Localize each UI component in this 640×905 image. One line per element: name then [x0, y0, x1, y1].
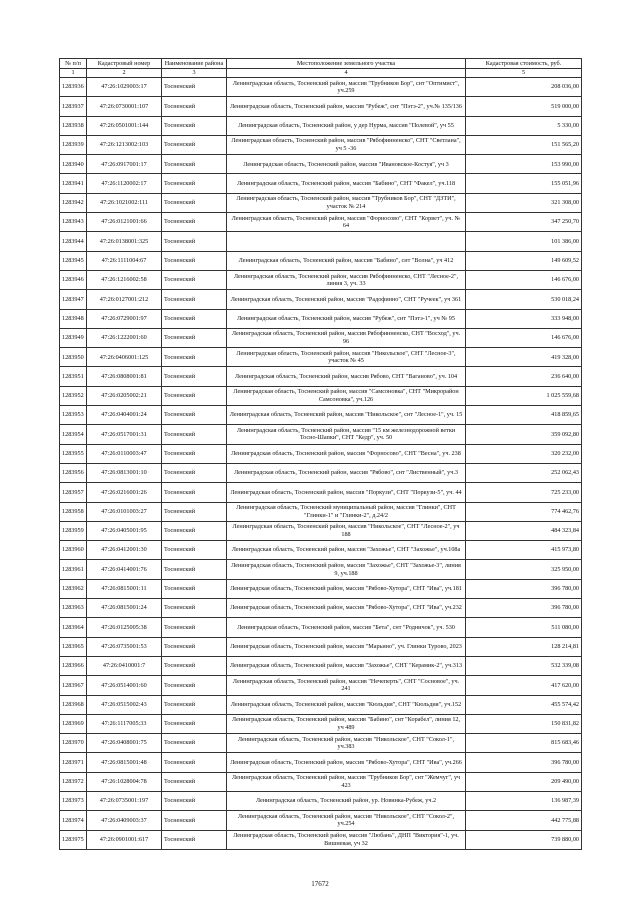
- cadastral-number-cell: 47:26:0121001:66: [87, 213, 162, 232]
- district-cell: Тосненский: [162, 753, 227, 772]
- row-number-cell: 1283960: [60, 541, 87, 560]
- location-cell: [227, 232, 466, 251]
- district-cell: Тосненский: [162, 367, 227, 386]
- cadastral-number-cell: 47:26:0412001:30: [87, 541, 162, 560]
- cadastral-number-cell: 47:26:0414001:76: [87, 560, 162, 579]
- cadastral-value-cell: 209 490,00: [466, 772, 582, 791]
- district-cell: Тосненский: [162, 483, 227, 502]
- row-number-cell: 1283951: [60, 367, 87, 386]
- column-number-row: [60, 69, 582, 78]
- table-row: [60, 502, 582, 521]
- location-cell: Ленинградская область, Тосненский район, массив "Трубников Бор", СНТ "ДЗТИ", участок № 214: [227, 193, 466, 212]
- cadastral-number-cell: 47:26:0815001:48: [87, 753, 162, 772]
- table-row: [60, 579, 582, 598]
- cadastral-value-cell: 101 386,00: [466, 232, 582, 251]
- table-row: [60, 367, 582, 386]
- location-cell: Ленинградская область, Тосненский район, массив "Захожье", СНТ "Захожье-3", линия 9, уч.188: [227, 560, 466, 579]
- cadastral-value-cell: 146 676,00: [466, 328, 582, 347]
- location-cell: Ленинградская область, Тосненский район, массив "Никольское", СНТ "Сокол-1", уч.383: [227, 734, 466, 753]
- row-number-cell: 1283971: [60, 753, 87, 772]
- district-cell: Тосненский: [162, 811, 227, 830]
- district-cell: Тосненский: [162, 155, 227, 174]
- cadastral-number-cell: 47:26:1028004:78: [87, 772, 162, 791]
- district-cell: Тосненский: [162, 174, 227, 193]
- district-cell: Тосненский: [162, 78, 227, 97]
- cadastral-value-cell: 333 948,00: [466, 309, 582, 328]
- cadastral-number-cell: 47:26:1111004:67: [87, 251, 162, 270]
- row-number-cell: 1283954: [60, 425, 87, 444]
- location-cell: Ленинградская область, Тосненский район, массив "Бета", снт "Родничок", уч. 530: [227, 618, 466, 637]
- location-cell: Ленинградская область, Тосненский район, массив "Рубеж", снт "Пэтэ-1", уч № 95: [227, 309, 466, 328]
- row-number-cell: 1283962: [60, 579, 87, 598]
- row-number-cell: 1283966: [60, 656, 87, 675]
- district-cell: Тосненский: [162, 791, 227, 810]
- row-number-cell: 1283943: [60, 213, 87, 232]
- cadastral-value-cell: 320 232,00: [466, 444, 582, 463]
- cadastral-value-cell: 347 250,70: [466, 213, 582, 232]
- district-cell: Тосненский: [162, 637, 227, 656]
- location-cell: Ленинградская область, Тосненский район, массив "Форносово", СНТ "Корвет", уч. № 64: [227, 213, 466, 232]
- cadastral-number-cell: 47:26:1029003:17: [87, 78, 162, 97]
- cadastral-number-cell: 47:26:0517001:31: [87, 425, 162, 444]
- cadastral-value-cell: 321 308,00: [466, 193, 582, 212]
- header-district-name: Наименование района: [162, 59, 227, 69]
- district-cell: Тосненский: [162, 328, 227, 347]
- cadastral-value-cell: 442 775,88: [466, 811, 582, 830]
- row-number-cell: 1283956: [60, 463, 87, 482]
- district-cell: Тосненский: [162, 135, 227, 154]
- location-cell: Ленинградская область, Тосненский район, ур. Новинка-Рубеж, уч.2: [227, 791, 466, 810]
- table-row: [60, 772, 582, 791]
- row-number-cell: 1283950: [60, 348, 87, 367]
- cadastral-number-cell: 47:26:0735001:53: [87, 637, 162, 656]
- table-row: [60, 155, 582, 174]
- cadastral-number-cell: 47:26:0216001:26: [87, 483, 162, 502]
- district-cell: Тосненский: [162, 676, 227, 695]
- table-row: [60, 541, 582, 560]
- row-number-cell: 1283970: [60, 734, 87, 753]
- cadastral-number-cell: 47:26:0409003:37: [87, 811, 162, 830]
- district-cell: Тосненский: [162, 734, 227, 753]
- cadastral-value-cell: 415 973,80: [466, 541, 582, 560]
- cadastral-number-cell: 47:26:0125005:38: [87, 618, 162, 637]
- district-cell: Тосненский: [162, 463, 227, 482]
- table-row: [60, 753, 582, 772]
- cadastral-value-cell: 519 000,00: [466, 97, 582, 116]
- row-number-cell: 1283958: [60, 502, 87, 521]
- location-cell: Ленинградская область, Тосненский район, массив "Рубеж", снт "Пэтэ-2", уч.№ 135/136: [227, 97, 466, 116]
- district-cell: Тосненский: [162, 425, 227, 444]
- row-number-cell: 1283965: [60, 637, 87, 656]
- cadastral-value-cell: 325 950,00: [466, 560, 582, 579]
- district-cell: Тосненский: [162, 541, 227, 560]
- cadastral-number-cell: 47:26:1216002:58: [87, 270, 162, 289]
- cadastral-number-cell: 47:26:1222001:60: [87, 328, 162, 347]
- district-cell: Тосненский: [162, 618, 227, 637]
- row-number-cell: 1283968: [60, 695, 87, 714]
- row-number-cell: 1283940: [60, 155, 87, 174]
- table-row: [60, 714, 582, 733]
- location-cell: Ленинградская область, Тосненский район, массив "Ивановское-Костуя", уч 3: [227, 155, 466, 174]
- table-row: [60, 599, 582, 618]
- location-cell: Ленинградская область, Тосненский район, массив "Форносово", СНТ "Весна", уч. 238: [227, 444, 466, 463]
- location-cell: Ленинградская область, Тосненский район, массив "Любань", ДНП "Виктория"-1, уч. Вишневая, уч 32: [227, 830, 466, 849]
- location-cell: Ленинградская область, Тосненский район, массив "Рябово-Хутора", СНТ "Ива", уч.266: [227, 753, 466, 772]
- location-cell: Ленинградская область, Тосненский район, у дер Нурма, массив "Полевой", уч 55: [227, 116, 466, 135]
- row-number-cell: 1283947: [60, 290, 87, 309]
- cadastral-number-cell: 47:26:0408001:75: [87, 734, 162, 753]
- cadastral-number-cell: 47:26:0410001:7: [87, 656, 162, 675]
- table-row: [60, 406, 582, 425]
- row-number-cell: 1283964: [60, 618, 87, 637]
- header-location: Местоположение земельного участка: [227, 59, 466, 69]
- cadastral-number-cell: 47:26:0127001:212: [87, 290, 162, 309]
- district-cell: Тосненский: [162, 290, 227, 309]
- row-number-cell: 1283961: [60, 560, 87, 579]
- cadastral-number-cell: 47:26:0735001:197: [87, 791, 162, 810]
- location-cell: Ленинградская область, Тосненский район, массив "Самсоновка", СНТ "Микрорайон Самсоновка", уч.126: [227, 386, 466, 405]
- row-number-cell: 1283953: [60, 406, 87, 425]
- district-cell: Тосненский: [162, 251, 227, 270]
- cadastral-value-cell: 511 080,00: [466, 618, 582, 637]
- table-row: [60, 656, 582, 675]
- cadastral-number-cell: 47:26:0515002:43: [87, 695, 162, 714]
- table-row: [60, 444, 582, 463]
- cadastral-number-cell: 47:26:0110003:47: [87, 444, 162, 463]
- district-cell: Тосненский: [162, 386, 227, 405]
- cadastral-value-table: [59, 58, 582, 850]
- column-number: 1: [60, 69, 87, 78]
- table-row: [60, 521, 582, 540]
- row-number-cell: 1283972: [60, 772, 87, 791]
- location-cell: Ленинградская область, Тосненский район, массив "Рябово-Хутора", СНТ "Ива", уч.232: [227, 599, 466, 618]
- cadastral-value-cell: 396 780,00: [466, 579, 582, 598]
- table-row: [60, 251, 582, 270]
- district-cell: Тосненский: [162, 656, 227, 675]
- cadastral-number-cell: 47:26:0917001:17: [87, 155, 162, 174]
- header-cadastral-value: Кадастровая стоимость, руб.: [466, 59, 582, 69]
- table-row: [60, 637, 582, 656]
- cadastral-value-cell: 484 323,84: [466, 521, 582, 540]
- page-number: 17672: [311, 880, 329, 888]
- location-cell: Ленинградская область, Тосненский район, массив "Радофинно", СНТ "Ручеек", уч 361: [227, 290, 466, 309]
- cadastral-value-cell: 153 990,00: [466, 155, 582, 174]
- table-row: [60, 174, 582, 193]
- row-number-cell: 1283937: [60, 97, 87, 116]
- table-row: [60, 483, 582, 502]
- table-row: [60, 830, 582, 849]
- row-number-cell: 1283945: [60, 251, 87, 270]
- column-number: 3: [162, 69, 227, 78]
- district-cell: Тосненский: [162, 232, 227, 251]
- cadastral-number-cell: 47:26:1213002:103: [87, 135, 162, 154]
- district-cell: Тосненский: [162, 695, 227, 714]
- table-row: [60, 695, 582, 714]
- district-cell: Тосненский: [162, 714, 227, 733]
- cadastral-value-cell: 136 987,39: [466, 791, 582, 810]
- row-number-cell: 1283939: [60, 135, 87, 154]
- location-cell: Ленинградская область, Тосненский район, массив "Рябофинненско", СНТ "Светлана", уч 5 -36: [227, 135, 466, 154]
- cadastral-number-cell: 47:26:0729001:97: [87, 309, 162, 328]
- location-cell: Ленинградская область, Тосненский район, массив "Трубников Бор", снт "Оптимист", уч.259: [227, 78, 466, 97]
- row-number-cell: 1283938: [60, 116, 87, 135]
- table-row: [60, 232, 582, 251]
- row-number-cell: 1283969: [60, 714, 87, 733]
- district-cell: Тосненский: [162, 772, 227, 791]
- location-cell: Ленинградская область, Тосненский район, массив "Кюльдия", СНТ "Кюльдия", уч.152: [227, 695, 466, 714]
- table-row: [60, 270, 582, 289]
- table-row: [60, 791, 582, 810]
- row-number-cell: 1283955: [60, 444, 87, 463]
- table-row: [60, 386, 582, 405]
- table-body: [60, 78, 582, 850]
- district-cell: Тосненский: [162, 830, 227, 849]
- district-cell: Тосненский: [162, 348, 227, 367]
- location-cell: Ленинградская область, Тосненский район, массив "15 км железнодорожной ветки Тосно-Шапки", СНТ "Кедр", уч. 50: [227, 425, 466, 444]
- column-number: 4: [227, 69, 466, 78]
- location-cell: Ленинградская область, Тосненский район, массив "Бабино", СНТ "Факел", уч.118: [227, 174, 466, 193]
- cadastral-value-cell: 150 831,82: [466, 714, 582, 733]
- cadastral-value-cell: 359 092,80: [466, 425, 582, 444]
- location-cell: Ленинградская область, Тосненский район, массив "Нечеперть", СНТ "Сосновое", уч. 241: [227, 676, 466, 695]
- cadastral-value-cell: 151 565,20: [466, 135, 582, 154]
- location-cell: Ленинградская область, Тосненский район, массив "Бабино", снт "Корабел", линия 12, уч 489: [227, 714, 466, 733]
- row-number-cell: 1283975: [60, 830, 87, 849]
- cadastral-value-cell: 530 018,24: [466, 290, 582, 309]
- cadastral-number-cell: 47:26:1021002:111: [87, 193, 162, 212]
- district-cell: Тосненский: [162, 270, 227, 289]
- district-cell: Тосненский: [162, 97, 227, 116]
- cadastral-number-cell: 47:26:0501001:144: [87, 116, 162, 135]
- row-number-cell: 1283941: [60, 174, 87, 193]
- cadastral-value-cell: 417 620,00: [466, 676, 582, 695]
- table-row: [60, 618, 582, 637]
- cadastral-number-cell: 47:26:0205002:21: [87, 386, 162, 405]
- cadastral-number-cell: 47:26:0730001:107: [87, 97, 162, 116]
- district-cell: Тосненский: [162, 579, 227, 598]
- location-cell: Ленинградская область, Тосненский район, массив "Никольское", снт "Лесное-1", уч. 15: [227, 406, 466, 425]
- cadastral-value-cell: 774 462,76: [466, 502, 582, 521]
- district-cell: Тосненский: [162, 116, 227, 135]
- location-cell: Ленинградская область, Тосненский район, массив "Захожье", СНТ "Керамик-2", уч.313: [227, 656, 466, 675]
- cadastral-number-cell: 47:26:1120002:17: [87, 174, 162, 193]
- cadastral-value-cell: 418 859,65: [466, 406, 582, 425]
- location-cell: Ленинградская область, Тосненский район, массив "Поркузи", СНТ "Поркузи-5", уч. 44: [227, 483, 466, 502]
- location-cell: Ленинградская область, Тосненский район, массив "Никольское", СНТ "Сокол-2", уч.254: [227, 811, 466, 830]
- location-cell: Ленинградская область, Тосненский район, массив "Захожье", СНТ "Захожье", уч.108а: [227, 541, 466, 560]
- cadastral-number-cell: 47:26:0815001:24: [87, 599, 162, 618]
- table-row: [60, 676, 582, 695]
- table-row: [60, 463, 582, 482]
- cadastral-number-cell: 47:26:0404001:24: [87, 406, 162, 425]
- cadastral-number-cell: 47:26:0514001:60: [87, 676, 162, 695]
- district-cell: Тосненский: [162, 599, 227, 618]
- cadastral-value-cell: 252 062,43: [466, 463, 582, 482]
- cadastral-value-cell: 236 640,00: [466, 367, 582, 386]
- cadastral-number-cell: 47:26:1117005:33: [87, 714, 162, 733]
- table-row: [60, 97, 582, 116]
- cadastral-value-cell: 396 780,00: [466, 753, 582, 772]
- row-number-cell: 1283967: [60, 676, 87, 695]
- district-cell: Тосненский: [162, 444, 227, 463]
- cadastral-value-cell: 815 683,46: [466, 734, 582, 753]
- cadastral-value-cell: 149 609,52: [466, 251, 582, 270]
- row-number-cell: 1283949: [60, 328, 87, 347]
- table-row: [60, 213, 582, 232]
- location-cell: Ленинградская область, Тосненский район, массив "Рябово-Хутора", СНТ "Ива", уч.181: [227, 579, 466, 598]
- location-cell: Ленинградская область, Тосненский район, массив "Бабино", снт "Волна", уч 412: [227, 251, 466, 270]
- row-number-cell: 1283948: [60, 309, 87, 328]
- row-number-cell: 1283957: [60, 483, 87, 502]
- table-row: [60, 560, 582, 579]
- district-cell: Тосненский: [162, 193, 227, 212]
- header-row-number: № п/п: [60, 59, 87, 69]
- table-row: [60, 116, 582, 135]
- cadastral-value-cell: 208 036,00: [466, 78, 582, 97]
- cadastral-value-cell: 396 780,00: [466, 599, 582, 618]
- cadastral-value-cell: 146 676,00: [466, 270, 582, 289]
- cadastral-value-cell: 455 574,42: [466, 695, 582, 714]
- location-cell: Ленинградская область, Тосненский район, массив "Марьино", уч. Глинки Турово, 2023: [227, 637, 466, 656]
- location-cell: Ленинградская область, Тосненский район, массив "Рябово", снт "Лиственный", уч.3: [227, 463, 466, 482]
- location-cell: Ленинградская область, Тосненский муниципальный район, массив "Глинки", СНТ "Глинки-1" и "Глинки-2", д.24/2: [227, 502, 466, 521]
- cadastral-number-cell: 47:26:0815001:11: [87, 579, 162, 598]
- district-cell: Тосненский: [162, 406, 227, 425]
- cadastral-number-cell: 47:26:0813001:10: [87, 463, 162, 482]
- district-cell: Тосненский: [162, 213, 227, 232]
- row-number-cell: 1283942: [60, 193, 87, 212]
- table-row: [60, 78, 582, 97]
- cadastral-number-cell: 47:26:0405001:95: [87, 521, 162, 540]
- location-cell: Ленинградская область, Тосненский район, массив "Трубников Бор", снт "Жемчуг", уч 423: [227, 772, 466, 791]
- row-number-cell: 1283959: [60, 521, 87, 540]
- row-number-cell: 1283946: [60, 270, 87, 289]
- table-row: [60, 193, 582, 212]
- table-row: [60, 811, 582, 830]
- district-cell: Тосненский: [162, 309, 227, 328]
- header-row: [60, 59, 582, 69]
- cadastral-value-cell: 419 328,00: [466, 348, 582, 367]
- row-number-cell: 1283936: [60, 78, 87, 97]
- table-row: [60, 348, 582, 367]
- table-row: [60, 425, 582, 444]
- cadastral-value-cell: 5 330,00: [466, 116, 582, 135]
- cadastral-number-cell: 47:26:0901001:617: [87, 830, 162, 849]
- cadastral-value-cell: 532 339,08: [466, 656, 582, 675]
- cadastral-number-cell: 47:26:0101003:27: [87, 502, 162, 521]
- table-row: [60, 290, 582, 309]
- row-number-cell: 1283952: [60, 386, 87, 405]
- location-cell: Ленинградская область, Тосненский район, массив Рябофинненско, СНТ "Восход", уч. 96: [227, 328, 466, 347]
- row-number-cell: 1283944: [60, 232, 87, 251]
- cadastral-number-cell: 47:26:0406001:125: [87, 348, 162, 367]
- cadastral-value-cell: 128 214,81: [466, 637, 582, 656]
- table-row: [60, 328, 582, 347]
- district-cell: Тосненский: [162, 502, 227, 521]
- cadastral-value-cell: 1 025 559,68: [466, 386, 582, 405]
- location-cell: Ленинградская область, Тосненский район, массив Рябофинненско, СНТ "Лесное-2", линия 3, уч. 33: [227, 270, 466, 289]
- cadastral-number-cell: 47:26:0138001:325: [87, 232, 162, 251]
- location-cell: Ленинградская область, Тосненский район, массив "Никольское", СНТ "Лесное-3", участок № 45: [227, 348, 466, 367]
- row-number-cell: 1283974: [60, 811, 87, 830]
- row-number-cell: 1283973: [60, 791, 87, 810]
- header-cadastral-number: Кадастровый номер: [87, 59, 162, 69]
- table-row: [60, 309, 582, 328]
- table-row: [60, 135, 582, 154]
- cadastral-value-cell: 155 051,96: [466, 174, 582, 193]
- row-number-cell: 1283963: [60, 599, 87, 618]
- location-cell: Ленинградская область, Тосненский район, массив "Никольское", СНТ "Лесное-2", уч 188: [227, 521, 466, 540]
- district-cell: Тосненский: [162, 560, 227, 579]
- cadastral-value-cell: 725 233,00: [466, 483, 582, 502]
- column-number: 5: [466, 69, 582, 78]
- cadastral-number-cell: 47:26:0808001:81: [87, 367, 162, 386]
- column-number: 2: [87, 69, 162, 78]
- district-cell: Тосненский: [162, 521, 227, 540]
- location-cell: Ленинградская область, Тосненский район, массив Рябово, СНТ "Ваганово", уч. 104: [227, 367, 466, 386]
- table-row: [60, 734, 582, 753]
- cadastral-value-cell: 739 880,00: [466, 830, 582, 849]
